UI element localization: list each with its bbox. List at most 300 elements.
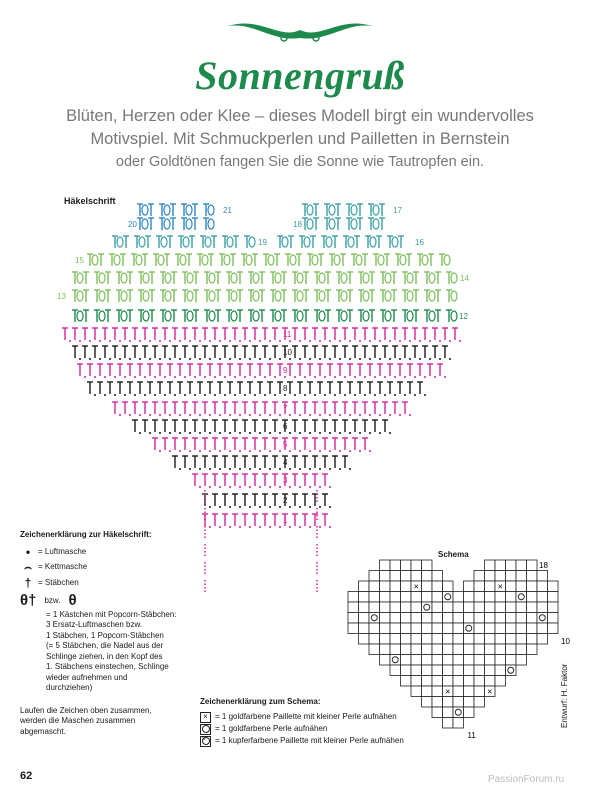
schema-cell	[411, 655, 422, 666]
design-credit: Entwurf: H. Faktor	[560, 663, 569, 728]
popcorn-stitch-mark	[369, 272, 375, 284]
treble-stitch-mark	[292, 474, 301, 488]
popcorn-stitch-mark	[127, 310, 133, 322]
treble-stitch-mark	[112, 402, 121, 416]
treble-stitch-mark	[97, 382, 106, 396]
treble-stitch-mark	[402, 346, 411, 360]
treble-stitch-mark	[117, 382, 126, 396]
schema-cell	[495, 634, 506, 645]
treble-stitch-mark	[222, 438, 231, 452]
popcorn-stitch-mark	[303, 310, 309, 322]
treble-stitch-mark	[302, 514, 311, 528]
popcorn-stitch-mark	[362, 254, 368, 266]
popcorn-stitch-mark	[321, 236, 332, 248]
treble-stitch-mark	[307, 382, 316, 396]
popcorn-stitch-mark	[302, 218, 313, 230]
popcorn-stitch-mark	[208, 254, 214, 266]
schema-cell	[495, 665, 506, 676]
treble-stitch-mark	[382, 420, 391, 434]
schema-cell	[432, 665, 443, 676]
popcorn-stitch-mark	[131, 254, 142, 266]
treble-stitch-mark	[72, 328, 81, 342]
schema-cell	[464, 676, 475, 687]
crochet-legend-heading: Zeichenerklärung zur Häkelschrift:	[20, 530, 152, 539]
chain-stitch-icon: •	[25, 544, 31, 559]
popcorn-stitch-mark	[314, 310, 325, 322]
treble-stitch-mark	[297, 364, 306, 378]
treble-stitch-mark	[227, 364, 236, 378]
schema-cell	[506, 602, 517, 613]
popcorn-stitch-mark	[137, 204, 148, 216]
treble-stitch-mark	[122, 346, 131, 360]
popcorn-stitch-mark	[325, 272, 331, 284]
popcorn-stitch-mark	[340, 254, 346, 266]
treble-stitch-mark	[112, 328, 121, 342]
schema-cell	[369, 644, 380, 655]
treble-stitch-mark	[337, 382, 346, 396]
schema-title: Schema	[438, 550, 469, 559]
popcorn-stitch-mark	[281, 310, 287, 322]
row-number: 7	[283, 404, 288, 413]
treble-stitch-mark	[322, 514, 331, 528]
treble-stitch-mark	[242, 438, 251, 452]
treble-stitch-mark	[267, 382, 276, 396]
treble-stitch-mark	[317, 382, 326, 396]
schema-cell	[495, 592, 506, 603]
popcorn-stitch-mark	[402, 272, 413, 284]
row-number: 13	[57, 292, 66, 301]
treble-stitch-mark	[192, 328, 201, 342]
treble-stitch-mark	[302, 346, 311, 360]
schema-cell	[474, 686, 485, 697]
schema-cell	[390, 623, 401, 634]
treble-stitch-mark	[162, 438, 171, 452]
lead-line: oder Goldtönen fangen Sie die Sonne wie Tautropfen ein.	[115, 154, 485, 170]
schema-cell	[453, 602, 464, 613]
schema-cell	[453, 623, 464, 634]
schema-cell	[390, 560, 401, 571]
popcorn-stitch-mark	[302, 204, 313, 216]
popcorn-stitch-mark	[435, 272, 441, 284]
popcorn-stitch-mark	[248, 272, 259, 284]
row-number: 1	[283, 516, 288, 525]
schema-cell	[527, 560, 538, 571]
schema-cell	[401, 602, 412, 613]
row-number: 18	[293, 220, 302, 229]
schema-label: 18	[539, 561, 548, 570]
schema-cell	[506, 581, 517, 592]
schema-cell	[369, 592, 380, 603]
popcorn-stitch-mark	[83, 272, 89, 284]
treble-stitch-mark	[132, 402, 141, 416]
schema-cell	[380, 592, 391, 603]
popcorn-stitch-mark	[318, 254, 324, 266]
popcorn-stitch-mark	[270, 310, 281, 322]
schema-cell	[432, 571, 443, 582]
treble-stitch-mark	[192, 346, 201, 360]
popcorn-stitch-mark	[336, 290, 347, 302]
popcorn-stitch-mark	[314, 272, 325, 284]
popcorn-stitch-mark	[215, 310, 221, 322]
popcorn-stitch-mark	[277, 236, 288, 248]
popcorn-stitch-mark	[160, 290, 171, 302]
popcorn-stitch-mark	[230, 254, 236, 266]
popcorn-stitch-mark	[178, 236, 189, 248]
row-number: 4	[283, 458, 288, 467]
popcorn-stitch-mark	[292, 310, 303, 322]
treble-stitch-mark	[332, 328, 341, 342]
treble-stitch-mark	[432, 346, 441, 360]
popcorn-stitch-mark	[200, 236, 211, 248]
schema-cell	[506, 623, 517, 634]
schema-cell	[401, 623, 412, 634]
popcorn-stitch-mark	[325, 310, 331, 322]
treble-stitch-mark	[372, 346, 381, 360]
treble-stitch-mark	[262, 346, 271, 360]
treble-stitch-mark	[372, 402, 381, 416]
schema-cell	[485, 665, 496, 676]
schema-label: 10	[561, 637, 570, 646]
schema-cell	[485, 676, 496, 687]
desc-line: 1. Stäbchens einstechen, Schlinge	[46, 662, 169, 671]
popcorn-stitch-mark	[380, 272, 391, 284]
schema-cell	[401, 644, 412, 655]
treble-stitch-mark	[402, 328, 411, 342]
lead-paragraph	[40, 105, 560, 174]
treble-stitch-mark	[262, 456, 271, 470]
schema-cell	[390, 602, 401, 613]
schema-legend-label: = 1 goldfarbene Perle aufnähen	[215, 724, 328, 733]
treble-stitch-mark	[252, 438, 261, 452]
popcorn-stitch-mark	[248, 310, 259, 322]
treble-stitch-mark	[202, 402, 211, 416]
popcorn-stitch-mark	[170, 218, 176, 230]
schema-cell	[348, 623, 359, 634]
schema-cell	[464, 644, 475, 655]
legend-item-label: = Kettmasche	[38, 562, 88, 571]
treble-stitch-mark	[312, 346, 321, 360]
popcorn-stitch-mark	[215, 272, 221, 284]
treble-stitch-mark	[292, 494, 301, 508]
treble-stitch-mark	[352, 420, 361, 434]
popcorn-stitch-mark	[296, 254, 302, 266]
schema-cell	[432, 707, 443, 718]
popcorn-stitch-mark	[138, 272, 149, 284]
row-number: 14	[460, 274, 469, 283]
schema-cell	[464, 697, 475, 708]
treble-stitch-mark	[362, 328, 371, 342]
schema-cell	[474, 623, 485, 634]
popcorn-stitch-mark	[446, 290, 457, 302]
popcorn-stitch-mark	[153, 254, 164, 266]
popcorn-stitch-mark	[313, 218, 319, 230]
treble-stitch-mark	[422, 328, 431, 342]
treble-stitch-mark	[72, 346, 81, 360]
treble-stitch-mark	[257, 382, 266, 396]
treble-stitch-mark	[412, 346, 421, 360]
popcorn-stitch-mark	[303, 290, 309, 302]
schema-cell	[506, 644, 517, 655]
treble-stitch-mark	[142, 402, 151, 416]
treble-stitch-mark	[442, 328, 451, 342]
popcorn-stitch-mark	[357, 218, 363, 230]
popcorn-stitch-mark	[219, 254, 230, 266]
treble-stitch-mark	[327, 382, 336, 396]
treble-stitch-mark	[392, 346, 401, 360]
treble-stitch-mark	[252, 402, 261, 416]
row-number: 5	[283, 440, 288, 449]
treble-stitch-mark	[152, 346, 161, 360]
treble-stitch-mark	[387, 382, 396, 396]
treble-stitch-mark	[262, 420, 271, 434]
treble-stitch-mark	[322, 474, 331, 488]
schema-cell	[443, 634, 454, 645]
popcorn-stitch-mark	[357, 204, 363, 216]
schema-cell	[506, 571, 517, 582]
legend-item-chain	[20, 544, 190, 559]
popcorn-stitch-mark	[369, 310, 375, 322]
schema-cell	[369, 581, 380, 592]
treble-stitch-mark	[182, 328, 191, 342]
treble-stitch-mark	[142, 346, 151, 360]
desc-line: 3 Ersatz-Luftmaschen bzw.	[46, 620, 143, 629]
schema-cell	[495, 655, 506, 666]
popcorn-stitch-mark	[252, 254, 258, 266]
legend-item-label: = Luftmasche	[38, 546, 87, 556]
treble-stitch-mark	[292, 438, 301, 452]
schema-cell	[516, 655, 527, 666]
schema-cell	[401, 613, 412, 624]
schema-cell	[453, 676, 464, 687]
treble-stitch-mark	[167, 364, 176, 378]
treble-stitch-mark	[202, 346, 211, 360]
popcorn-stitch-mark	[351, 254, 362, 266]
schema-cell	[432, 655, 443, 666]
schema-cell	[443, 602, 454, 613]
popcorn-stitch-mark	[391, 290, 397, 302]
schema-cell	[443, 707, 454, 718]
schema-cell	[443, 581, 454, 592]
treble-stitch-mark	[312, 438, 321, 452]
treble-stitch-mark	[362, 438, 371, 452]
treble-stitch-mark	[202, 456, 211, 470]
popcorn-stitch-mark	[226, 290, 237, 302]
treble-stitch-mark	[312, 328, 321, 342]
schema-legend	[200, 696, 404, 747]
treble-stitch-mark	[132, 328, 141, 342]
schema-cell	[432, 623, 443, 634]
schema-cell	[506, 560, 517, 571]
treble-stitch-mark	[342, 420, 351, 434]
schema-cell	[443, 613, 454, 624]
popcorn-stitch-mark	[402, 290, 413, 302]
schema-cell	[411, 613, 422, 624]
treble-stitch-mark	[382, 402, 391, 416]
treble-stitch-mark	[177, 364, 186, 378]
popcorn-stitch-mark	[193, 290, 199, 302]
treble-stitch-mark	[322, 402, 331, 416]
schema-cell	[485, 623, 496, 634]
popcorn-stitch-mark	[288, 236, 294, 248]
treble-stitch-mark	[392, 328, 401, 342]
popcorn-stitch-mark	[137, 218, 148, 230]
treble-stitch-mark	[202, 328, 211, 342]
treble-stitch-mark	[212, 514, 221, 528]
treble-stitch-mark	[232, 494, 241, 508]
schema-cell	[527, 571, 538, 582]
popcorn-stitch-mark	[116, 290, 127, 302]
popcorn-stitch-mark	[244, 236, 255, 248]
treble-stitch-mark	[197, 364, 206, 378]
schema-cell	[348, 613, 359, 624]
schema-cell	[527, 623, 538, 634]
popcorn-stitch-mark	[391, 272, 397, 284]
popcorn-stitch-mark	[149, 290, 155, 302]
popcorn-stitch-mark	[380, 310, 391, 322]
schema-cell	[422, 655, 433, 666]
schema-cell	[527, 581, 538, 592]
popcorn-stitch-mark	[149, 310, 155, 322]
schema-cell	[485, 602, 496, 613]
treble-stitch-mark	[407, 382, 416, 396]
schema-cell	[432, 634, 443, 645]
treble-stitch-mark	[342, 456, 351, 470]
schema-cell	[474, 613, 485, 624]
schema-cell	[485, 592, 496, 603]
treble-stitch-mark	[312, 474, 321, 488]
schema-cell	[432, 592, 443, 603]
popcorn-stitch-mark	[237, 272, 243, 284]
schema-cell	[432, 697, 443, 708]
treble-stitch-mark	[172, 346, 181, 360]
schema-cell	[432, 644, 443, 655]
treble-stitch-mark	[87, 382, 96, 396]
popcorn-description	[46, 610, 190, 694]
treble-stitch-mark	[312, 402, 321, 416]
schema-cell	[422, 644, 433, 655]
popcorn-stitch-mark	[127, 290, 133, 302]
schema-cell	[359, 623, 370, 634]
popcorn-stitch-mark	[138, 310, 149, 322]
treble-stitch-mark	[232, 438, 241, 452]
popcorn-stitch-mark	[347, 290, 353, 302]
treble-stitch-mark	[362, 346, 371, 360]
schema-cell	[422, 602, 433, 613]
popcorn-stitch-mark	[120, 254, 126, 266]
schema-cell	[390, 644, 401, 655]
treble-stitch-mark	[302, 328, 311, 342]
popcorn-stitch-mark	[325, 290, 331, 302]
popcorn-stitch-mark	[413, 310, 419, 322]
schema-cell	[464, 602, 475, 613]
legend-item-treble	[20, 575, 190, 590]
treble-stitch-mark	[292, 456, 301, 470]
treble-stitch-mark	[357, 364, 366, 378]
popcorn-stitch-mark	[192, 218, 198, 230]
schema-cell	[485, 571, 496, 582]
treble-stitch-mark	[97, 364, 106, 378]
popcorn-stitch-mark	[417, 254, 428, 266]
treble-stitch-mark	[252, 346, 261, 360]
schema-cell	[432, 686, 443, 697]
schema-legend-item	[200, 735, 404, 747]
schema-cell	[537, 613, 548, 624]
schema-cell	[474, 602, 485, 613]
schema-cell	[506, 665, 517, 676]
schema-cell	[401, 665, 412, 676]
popcorn-stitch-mark	[94, 272, 105, 284]
schema-cell	[548, 602, 559, 613]
treble-stitch-mark	[422, 346, 431, 360]
popcorn-stitch-mark	[193, 310, 199, 322]
popcorn-stitch-mark	[123, 236, 129, 248]
schema-cell	[380, 623, 391, 634]
treble-stitch-mark	[222, 328, 231, 342]
popcorn-stitch-mark	[171, 310, 177, 322]
popcorn-stitch-mark	[83, 310, 89, 322]
popcorn-stitch-mark	[189, 236, 195, 248]
popcorn-stitch-mark	[222, 236, 233, 248]
treble-stitch-mark	[352, 346, 361, 360]
treble-stitch-mark	[242, 514, 251, 528]
schema-cell	[474, 592, 485, 603]
schema-cell	[411, 560, 422, 571]
treble-stitch-icon: †	[24, 575, 32, 590]
popcorn-stitch-mark	[167, 236, 173, 248]
treble-stitch-mark	[322, 346, 331, 360]
treble-stitch-mark	[292, 514, 301, 528]
schema-cell	[485, 655, 496, 666]
treble-stitch-mark	[412, 328, 421, 342]
schema-cell	[401, 592, 412, 603]
treble-stitch-mark	[137, 364, 146, 378]
treble-stitch-mark	[172, 402, 181, 416]
treble-stitch-mark	[77, 364, 86, 378]
schema-cell	[453, 644, 464, 655]
treble-stitch-mark	[202, 514, 211, 528]
popcorn-stitch-mark	[211, 236, 217, 248]
treble-stitch-mark	[147, 364, 156, 378]
schema-cell	[516, 644, 527, 655]
schema-cell	[443, 676, 454, 687]
treble-stitch-mark	[142, 328, 151, 342]
popcorn-stitch-mark	[237, 310, 243, 322]
sequin-cross-icon: ×	[200, 712, 211, 723]
popcorn-stitch-mark	[182, 290, 193, 302]
treble-stitch-mark	[232, 514, 241, 528]
popcorn-stitch-mark	[233, 236, 239, 248]
popcorn-stitch-mark	[148, 218, 154, 230]
treble-stitch-mark	[272, 420, 281, 434]
popcorn-stitch-mark	[203, 204, 214, 216]
popcorn-stitch-mark	[368, 204, 379, 216]
popcorn-stitch-mark	[336, 310, 347, 322]
treble-stitch-mark	[152, 438, 161, 452]
popcorn-stitch-mark	[274, 254, 280, 266]
treble-stitch-mark	[222, 346, 231, 360]
schema-cell	[548, 592, 559, 603]
schema-cell	[537, 592, 548, 603]
note-line: werden die Maschen zusammen	[20, 716, 136, 725]
row-number: 16	[415, 238, 424, 247]
lead-line: Motivspiel. Mit Schmuckperlen und Pailletten in Bernstein	[90, 130, 510, 148]
treble-stitch-mark	[172, 438, 181, 452]
treble-stitch-mark	[352, 328, 361, 342]
sequin-cross-mark: ×	[445, 686, 451, 697]
row-number: 3	[283, 476, 288, 485]
popcorn-stitch-mark	[324, 218, 335, 230]
schema-cell	[516, 592, 527, 603]
